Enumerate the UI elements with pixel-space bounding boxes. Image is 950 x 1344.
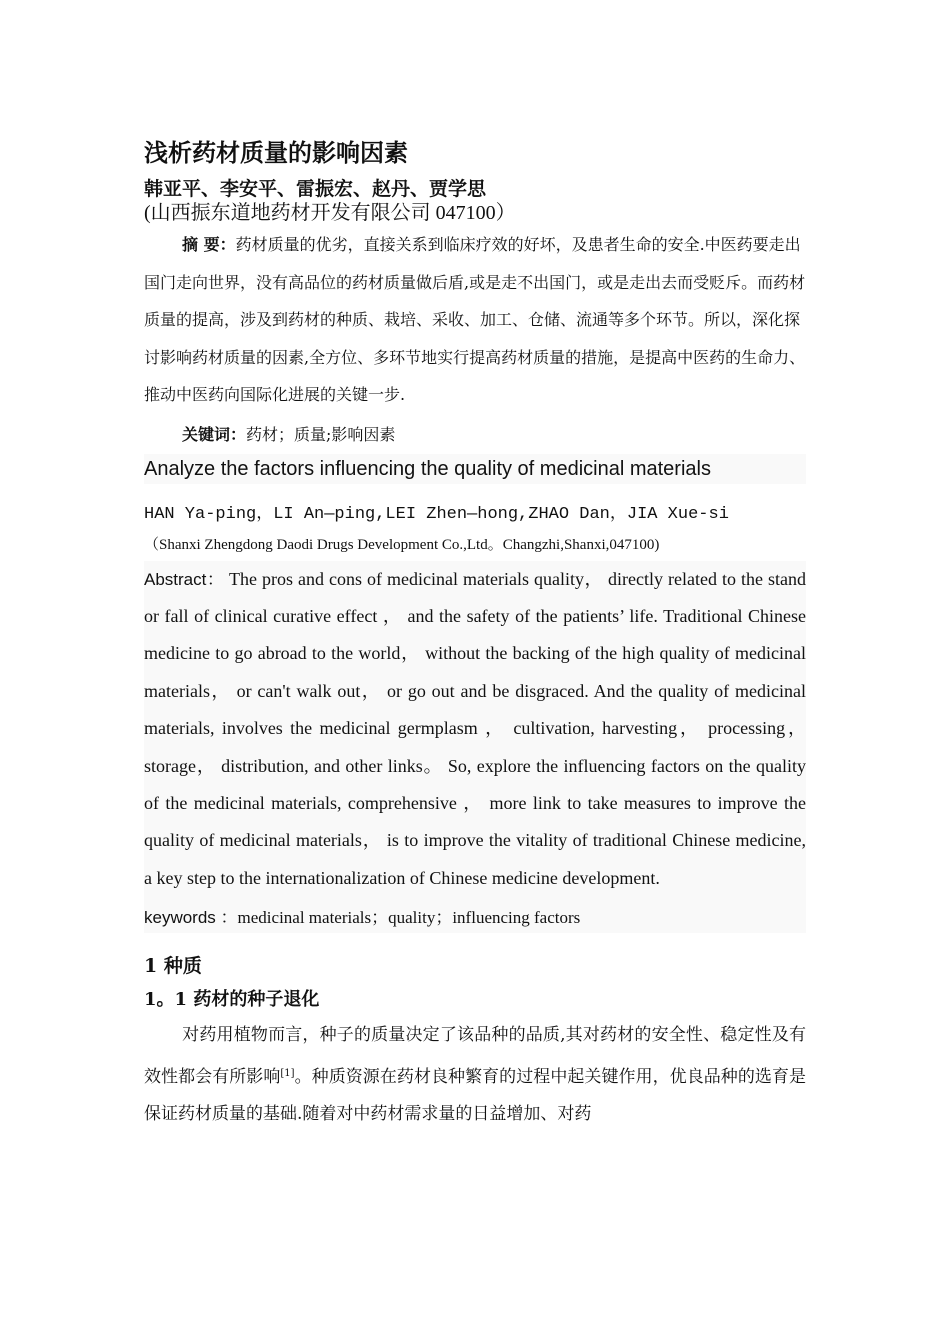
english-keywords	[144, 897, 806, 933]
keywords-text: 药材；质量;影响因素	[246, 424, 396, 444]
english-title-block	[144, 454, 806, 484]
english-author-list: HAN Ya-ping，LI An—ping,LEI Zhen—hong,ZHAO Dan，JIA Xue-si	[144, 504, 729, 524]
body-paragraph	[144, 1017, 806, 1134]
citation-ref[interactable]: [1]	[280, 1067, 295, 1079]
section-heading: 1 种质	[144, 955, 202, 978]
subsection-heading: 1。1 药材的种子退化	[144, 989, 320, 1011]
paragraph-text-1: 对药用植物而言，种子的质量决定了该品种的品质,其对药材的安全性、稳定性及有效性都会有所影响	[144, 1025, 806, 1087]
keywords-label: 关键词：	[182, 424, 247, 444]
affiliation: (山西振东道地药材开发有限公司 047100）	[144, 202, 516, 224]
paper-page	[144, 128, 806, 1134]
english-keywords-label: keywords ：	[144, 908, 238, 928]
chinese-keywords	[144, 420, 806, 450]
english-title: Analyze the factors influencing the quality of medicinal materials	[144, 457, 711, 480]
english-abstract	[144, 561, 806, 898]
english-abstract-text: The pros and cons of medicinal materials quality， directly related to the stand or fall of clinical curative effect ， and the safety of the patients’ life. Traditional Chinese medicine to go abroad to the world， without the backing of the high quality of medicinal materials， or can't walk out， or go out and be disgraced. And the quality of medicinal materials, involves the medicinal germplasm ， cultivation, harvesting， processing， storage， distribution, and other links。 So, explore the influencing factors on the quality of the medicinal materials, comprehensive ， more link to take measures to improve the quality of medicinal materials， is to improve the vitality of traditional Chinese medicine, a key step to the internationalization of Chinese medicine development.	[144, 568, 806, 888]
author-list: 韩亚平、李安平、雷振宏、赵丹、贾学思	[144, 178, 487, 200]
english-abstract-block	[144, 561, 806, 934]
english-affiliation: （Shanxi Zhengdong Daodi Drugs Development Co.,Ltd。Changzhi,Shanxi,047100)	[144, 536, 660, 553]
english-keywords-text: medicinal materials；quality；influencing factors	[237, 908, 581, 928]
chinese-abstract	[144, 226, 806, 414]
english-abstract-label: Abstract：	[144, 569, 225, 589]
paragraph-text-2: 。种质资源在药材良种繁育的过程中起关键作用，优良品种的选育是保证药材质量的基础.随着对中药材需求量的日益增加、对药	[144, 1066, 807, 1125]
abstract-text: 药材质量的优劣，直接关系到临床疗效的好坏，及患者生命的安全.中医药要走出国门走向世界，没有高品位的药材质量做后盾,或是走不出国门，或是走出去而受贬斥。而药材质量的提高，涉及到药材的种质、栽培、采收、加工、仓储、流通等多个环节。所以，深化探讨影响药材质量的因素,全方位、多环节地实行提高药材质量的措施，是提高中医药的生命力、推动中医药向国际化进展的关键一步.	[144, 235, 806, 404]
abstract-label: 摘 要：	[182, 235, 236, 254]
paper-title: 浅析药材质量的影响因素	[144, 138, 408, 167]
